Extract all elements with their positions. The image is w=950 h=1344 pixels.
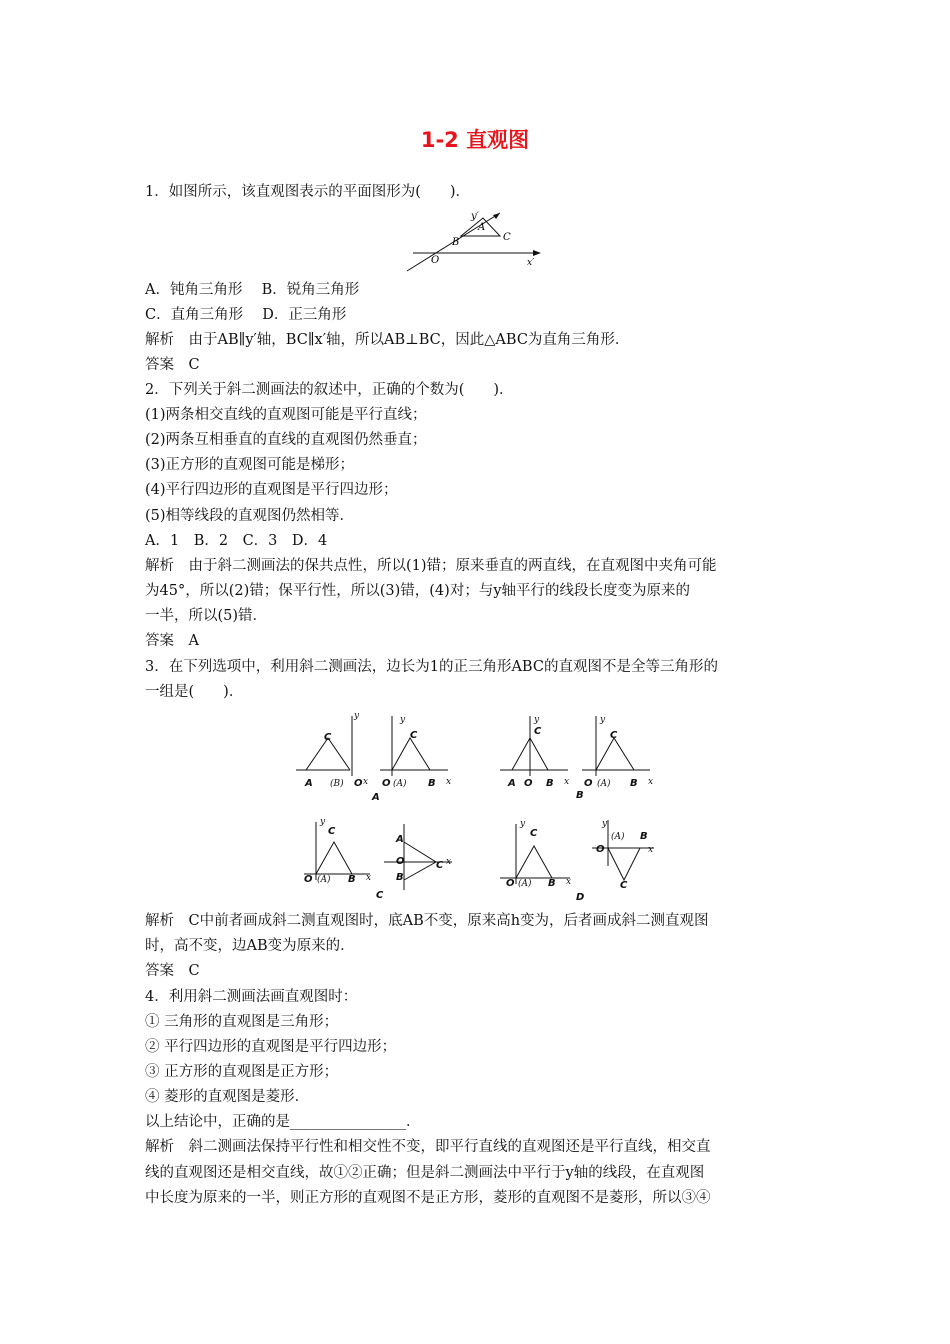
svg-text:x: x [648,777,654,787]
svg-text:O: O [304,874,313,885]
q1-figure [405,207,545,273]
q4-item-2: ② 平行四边形的直观图是平行四边形； [145,1039,397,1055]
label-c: C [503,232,511,243]
q2-options: A．1 B．2 C．3 D．4 [145,533,328,549]
svg-text:C: C [324,732,332,743]
svg-text:C: C [610,730,618,741]
svg-text:A: A [508,778,516,789]
svg-text:A: A [305,778,313,789]
svg-text:x: x [564,777,570,787]
svg-text:x: x [648,845,654,855]
svg-text:y: y [534,715,540,725]
svg-text:x: x [363,777,369,787]
page-title: 1-2 直观图 [420,128,530,152]
svg-text:(B): (B) [330,779,344,789]
svg-text:O: O [584,778,593,789]
q1-stem: 1．如图所示，该直观图表示的平面图形为( )． [145,184,471,200]
q3-analysis-1: 解析 C中前者画成斜二测直观图时，底AB不变，原来高h变为，后者画成斜二测直观图 [145,913,709,929]
svg-text:O: O [382,778,391,789]
svg-text:C: C [436,860,444,871]
svg-text:O: O [524,778,533,789]
svg-text:(A): (A) [393,779,407,789]
q4-item-3: ③ 正方形的直观图是正方形； [145,1064,339,1080]
q1-answer: 答案 C [145,357,200,373]
q3-stem-1: 3．在下列选项中，利用斜二测画法，边长为1的正三角形ABC的直观图不是全等三角形的 [145,659,718,675]
svg-text:O: O [354,778,363,789]
q3-answer: 答案 C [145,963,200,979]
svg-text:C: C [620,880,628,891]
label-a: A [478,222,486,233]
svg-text:y: y [354,711,360,721]
svg-text:y: y [600,715,606,725]
q4-item-4: ④ 菱形的直观图是菱形． [145,1089,310,1105]
svg-text:B: B [348,874,356,885]
q4-stem: 4．利用斜二测画法画直观图时： [145,989,358,1005]
panel-label-d: D [576,892,585,900]
q2-item-5: (5)相等线段的直观图仍然相等． [145,508,355,524]
q2-answer: 答案 A [145,633,199,649]
panel-label-a: A [372,792,380,803]
svg-text:y: y [400,715,406,725]
y-axis-arrow [493,213,500,219]
svg-text:B: B [548,878,556,889]
q2-analysis-3: 一半，所以(5)错． [145,608,268,624]
label-x: x′ [527,258,535,268]
svg-text:x: x [446,857,452,867]
svg-text:O: O [396,856,405,867]
svg-text:A: A [396,834,404,845]
q2-item-2: (2)两条互相垂直的直线的直观图仍然垂直； [145,432,427,448]
q2-item-1: (1)两条相交直线的直观图可能是平行直线； [145,407,427,423]
label-b: B [452,237,460,248]
svg-text:C: C [328,826,336,837]
q4-analysis-2: 线的直观图还是相交直线，故①②正确；但是斜二测画法中平行于y轴的线段，在直观图 [145,1165,705,1181]
q2-analysis-2: 为45°，所以(2)错；保平行性，所以(3)错，(4)对；与y轴平行的线段长度变为原来的 [145,583,691,599]
svg-text:y: y [520,819,526,829]
svg-text:x: x [446,777,452,787]
svg-text:B: B [428,778,436,789]
q4-item-1: ① 三角形的直观图是三角形； [145,1014,339,1030]
q4-analysis-1: 解析 斜二测画法保持平行性和相交性不变，即平行直线的直观图还是平行直线，相交直 [145,1139,711,1155]
q1-option-line-2: C．直角三角形 D．正三角形 [145,307,347,323]
svg-text:B: B [640,831,648,842]
svg-text:y: y [320,817,326,827]
q3-analysis-2: 时，高不变，边AB变为原来的． [145,938,355,954]
panel-label-c: C [376,890,384,900]
q3-stem-2: 一组是( )． [145,684,244,700]
q2-analysis-1: 解析 由于斜二测画法的保共点性，所以(1)错；原来垂直的两直线，在直观图中夹角可能 [145,558,717,574]
label-y: y′ [471,211,479,222]
svg-text:B: B [630,778,638,789]
x-axis-arrow [533,250,541,256]
svg-text:x: x [566,877,572,887]
q2-item-3: (3)正方形的直观图可能是梯形； [145,457,355,473]
q2-stem: 2．下列关于斜二测画法的叙述中，正确的个数为( )． [145,382,514,398]
svg-text:(A): (A) [611,832,625,842]
svg-text:y: y [602,819,608,829]
svg-text:B: B [546,778,554,789]
q4-analysis-3: 中长度为原来的一半，则正方形的直观图不是正方形，菱形的直观图不是菱形，所以③④ [145,1190,711,1206]
panel-label-b: B [576,790,584,801]
q1-option-line-1: A．钝角三角形 B．锐角三角形 [145,282,360,298]
svg-text:x: x [366,873,372,883]
svg-text:B: B [396,872,404,883]
svg-text:O: O [506,878,515,889]
q4-blank-line: 以上结论中，正确的是________________． [145,1114,421,1130]
svg-text:O: O [596,844,605,855]
q3-figure [290,708,670,900]
q2-item-4: (4)平行四边形的直观图是平行四边形； [145,482,398,498]
svg-text:C: C [410,730,418,741]
q1-analysis: 解析 由于AB∥y′轴，BC∥x′轴，所以AB⊥BC，因此△ABC为直角三角形． [145,332,630,348]
svg-text:C: C [530,828,538,839]
svg-text:(A): (A) [597,779,611,789]
svg-text:C: C [534,726,542,737]
svg-text:(A): (A) [317,875,331,885]
svg-text:(A): (A) [518,879,532,889]
label-o: O [431,255,440,266]
